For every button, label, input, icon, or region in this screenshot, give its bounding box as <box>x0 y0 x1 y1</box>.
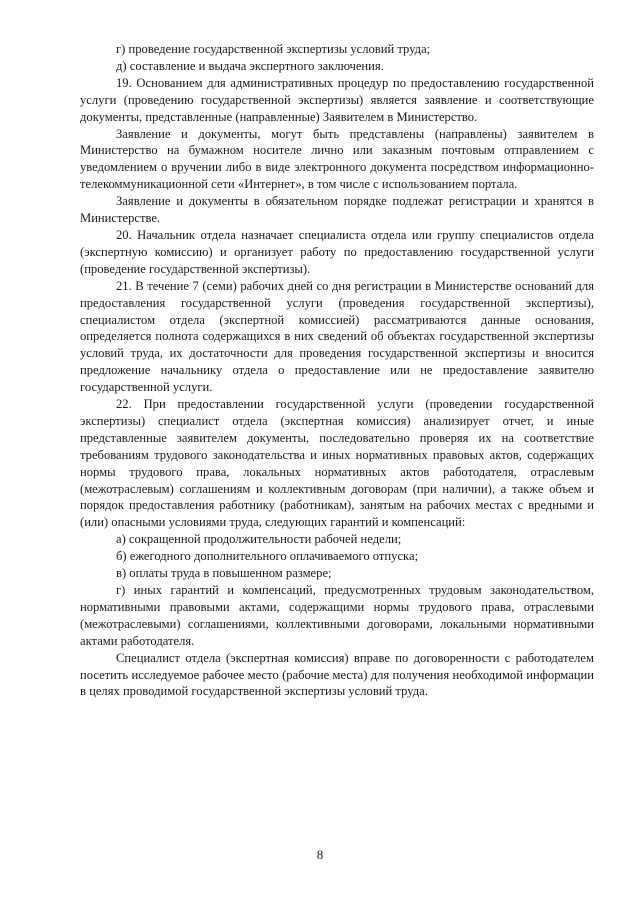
paragraph-registration: Заявление и документы в обязательном порядке подлежат регистрации и хранятся в Министерстве. <box>80 194 594 226</box>
body-text <box>80 41 594 700</box>
paragraph-19: 19. Основанием для административных процедур по предоставлению государственной услуги (проведению государственной экспертизы) является заявление и соответствующие документы, представленные (направленные) Заявителем в Министерство. <box>80 75 594 124</box>
list-item-d: д) составление и выдача экспертного заключения. <box>116 58 384 73</box>
paragraph-20: 20. Начальник отдела назначает специалиста отдела или группу специалистов отдела (экспертную комиссию) и организует работу по предоставлению государственной услуги (проведение государственной экспертизы). <box>80 227 594 276</box>
list-item-g-guarantees: г) иных гарантий и компенсаций, предусмотренных трудовым законодательством, нормативными правовыми актами, содержащими нормы трудового права, отраслевыми (межотраслевыми) соглашениями, коллективными договорами, локальными нормативными актами работодателя. <box>80 583 594 648</box>
paragraph-21: 21. В течение 7 (семи) рабочих дней со дня регистрации в Министерстве оснований для предоставления государственной услуги (проведения государственной экспертизы), специалистом отдела (экспертной комиссией) рассматриваются данные основания, определяется полнота содержащихся в них сведений об объектах государственной экспертизы условий труда, их достаточности для проведения государственной экспертизы и вносится предложение начальнику отдела о предоставление или не предоставление заявителю государственной услуги. <box>80 278 594 395</box>
paragraph-site-visit: Специалист отдела (экспертная комиссия) вправе по договоренности с работодателем посетить исследуемое рабочее место (рабочие места) для получения необходимой информации в целях проводимой государственной экспертизы условий труда. <box>80 650 594 699</box>
list-item-g: г) проведение государственной экспертизы условий труда; <box>116 42 431 56</box>
page-number: 8 <box>316 847 324 862</box>
paragraph-22: 22. При предоставлении государственной услуги (проведении государственной экспертизы) специалист отдела (экспертная комиссия) анализирует отчет, и иные представленные заявителем документы, последовательно проверяя их на соответствие требованиям трудового законодательства и иных нормативных правовых актов, содержащих нормы трудового права, локальных нормативных актов работодателя, отраслевым (межотраслевым) соглашениям и коллективным договорам (при наличии), а также объем и порядок предоставления работнику (работникам), занятым на рабочих местах с вредными и (или) опасными условиями труда, следующих гарантий и компенсаций: <box>80 397 594 530</box>
list-item-a: а) сокращенной продолжительности рабочей недели; <box>116 532 402 547</box>
list-item-v: в) оплаты труда в повышенном размере; <box>116 566 332 581</box>
paragraph-application: Заявление и документы, могут быть представлены (направлены) заявителем в Министерство на бумажном носителе лично или заказным почтовым отправлением с уведомлением о вручении либо в виде электронного документа посредством информационно-телекоммуникационной сети «Интернет», в том числе с использованием портала. <box>80 126 594 192</box>
list-item-b: б) ежегодного дополнительного оплачиваемого отпуска; <box>116 549 419 564</box>
